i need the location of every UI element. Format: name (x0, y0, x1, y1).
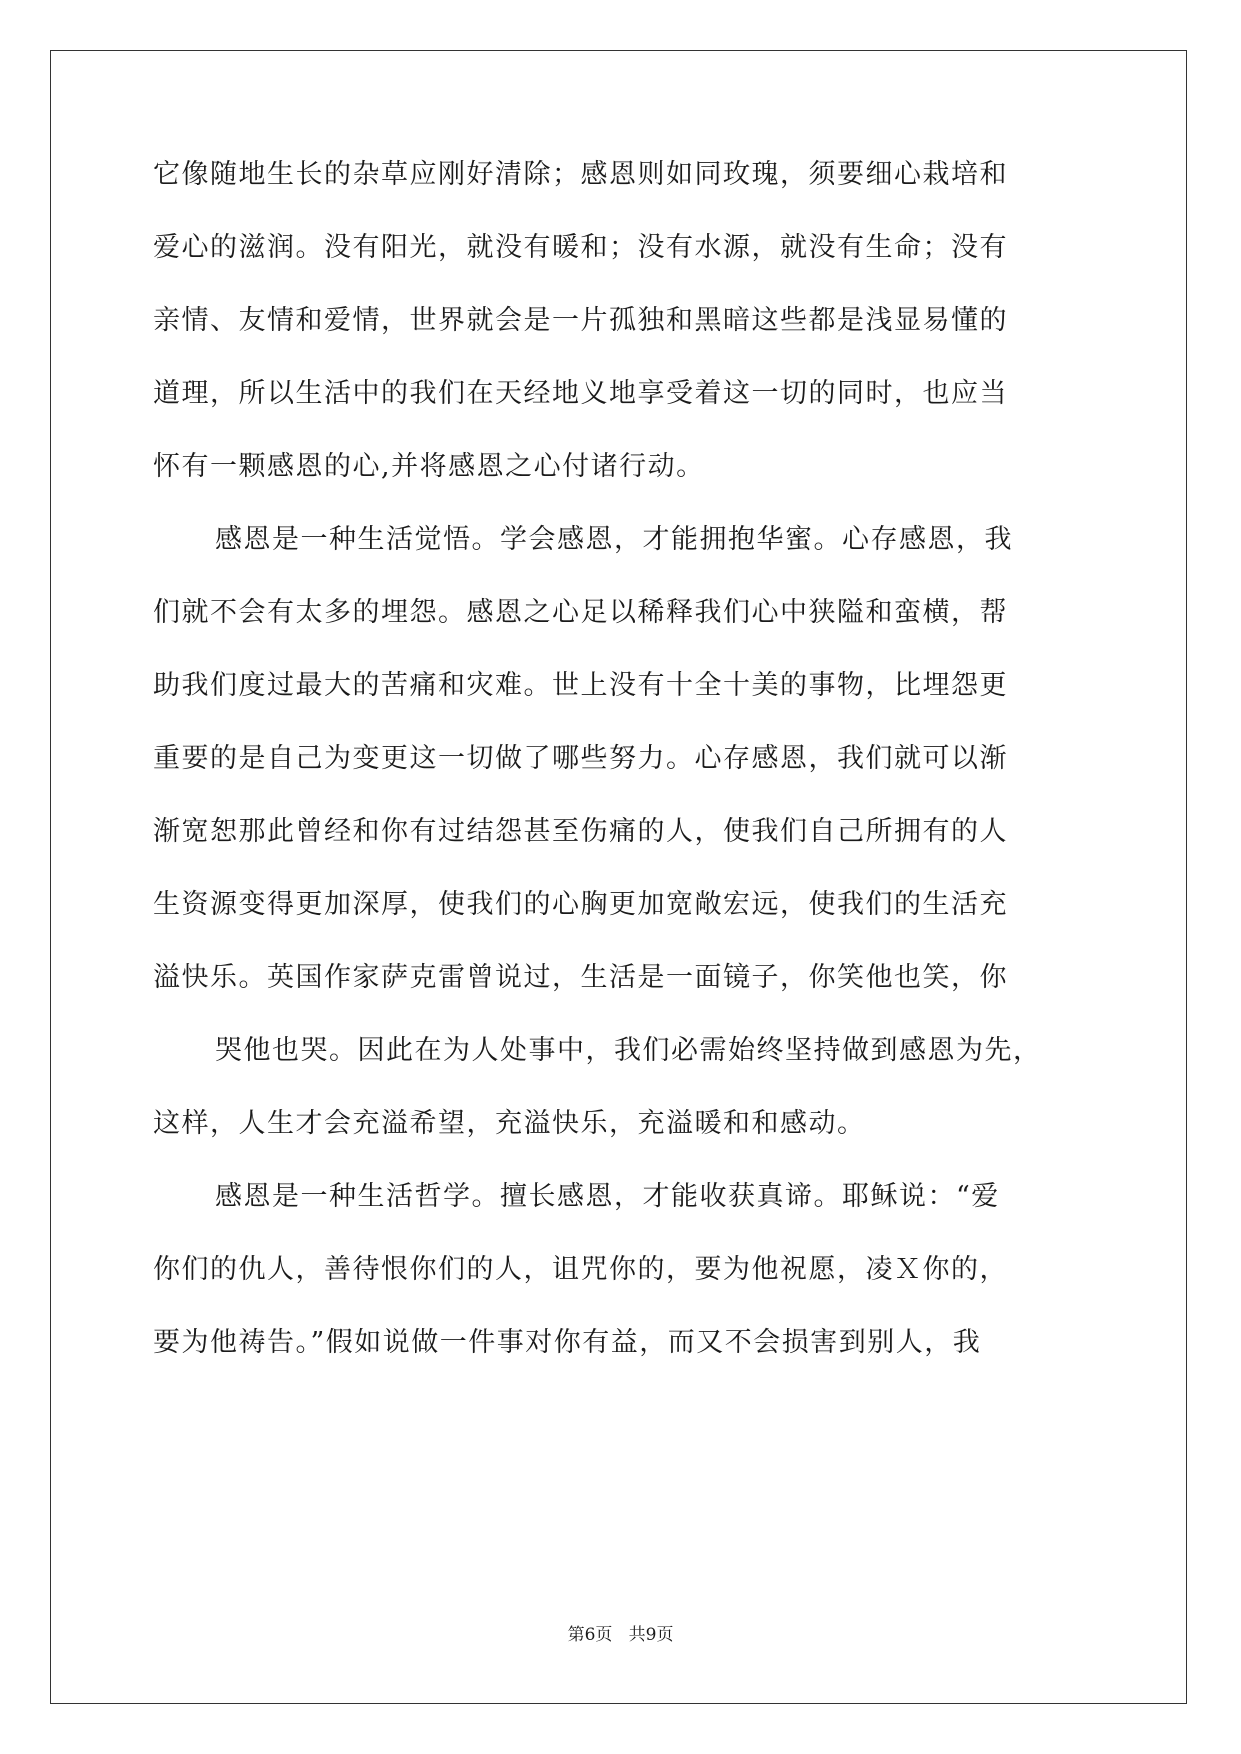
paragraph-start-line: 感恩是一种生活哲学。擅长感恩，才能收获真谛。耶稣说：“爱 (215, 1181, 1000, 1212)
text-line: 你们的仇人，善待恨你们的人，诅咒你的，要为他祝愿，凌Ｘ你的， (153, 1254, 1008, 1285)
text-line: 怀有一颗感恩的心,并将感恩之心付诸行动。 (153, 451, 705, 482)
text-line: 亲情、友情和爱情，世界就会是一片孤独和黑暗这些都是浅显易懂的 (153, 305, 1008, 336)
page-suffix: 页 (656, 1625, 674, 1645)
text-line: 这样，人生才会充溢希望，充溢快乐，充溢暖和和感动。 (153, 1108, 866, 1139)
text-line: 助我们度过最大的苦痛和灾难。世上没有十全十美的事物，比埋怨更 (153, 670, 1008, 701)
page-border (50, 50, 1187, 1704)
text-line: 们就不会有太多的埋怨。感恩之心足以稀释我们心中狭隘和蛮横，帮 (153, 597, 1008, 628)
page-footer (0, 1623, 1241, 1647)
text-line: 生资源变得更加深厚，使我们的心胸更加宽敞宏远，使我们的生活充 (153, 889, 1008, 920)
text-line: 它像随地生长的杂草应刚好清除；感恩则如同玫瑰，须要细心栽培和 (153, 159, 1008, 190)
text-line: 道理，所以生活中的我们在天经地义地享受着这一切的同时，也应当 (153, 378, 1008, 409)
page-current-number: 6 (584, 1625, 596, 1645)
page-mid: 页 共 (595, 1625, 646, 1645)
text-line: 要为他祷告。”假如说做一件事对你有益，而又不会损害到别人，我 (153, 1327, 982, 1358)
page-prefix: 第 (567, 1625, 585, 1645)
text-line: 重要的是自己为变更这一切做了哪些努力。心存感恩，我们就可以渐 (153, 743, 1008, 774)
text-line: 爱心的滋润。没有阳光，就没有暖和；没有水源，就没有生命；没有 (153, 232, 1008, 263)
page-total-number: 9 (645, 1625, 657, 1645)
paragraph-start-line: 感恩是一种生活觉悟。学会感恩，才能拥抱华蜜。心存感恩，我 (215, 524, 1013, 555)
text-line: 溢快乐。英国作家萨克雷曾说过，生活是一面镜子，你笑他也笑，你 (153, 962, 1008, 993)
paragraph-start-line: 哭他也哭。因此在为人处事中，我们必需始终坚持做到感恩为先， (215, 1035, 1042, 1066)
text-line: 渐宽恕那此曾经和你有过结怨甚至伤痛的人，使我们自己所拥有的人 (153, 816, 1008, 847)
